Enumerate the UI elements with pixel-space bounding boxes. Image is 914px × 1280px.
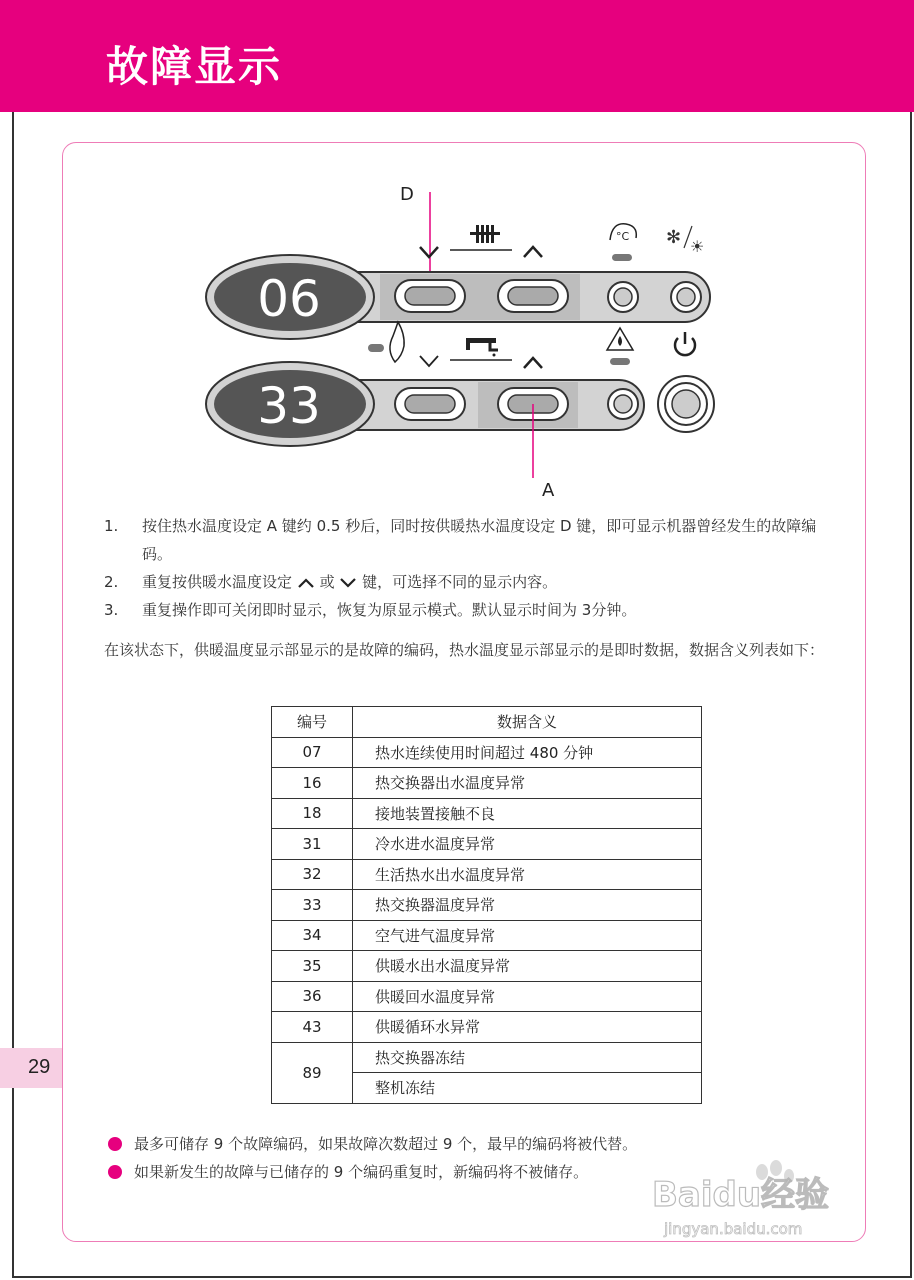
reset-icon: [610, 224, 636, 261]
step-text-after: 键，可选择不同的显示内容。: [362, 573, 558, 591]
header-code: 编号: [272, 707, 353, 738]
heating-up-button[interactable]: [498, 280, 568, 312]
chevron-up-icon: [297, 577, 315, 589]
power-button[interactable]: [658, 376, 714, 432]
meaning-cell: 整机冻结: [353, 1073, 702, 1104]
hot-water-down-button[interactable]: [395, 388, 465, 420]
table-row: [272, 859, 702, 890]
meaning-cell: 空气进气温度异常: [353, 920, 702, 951]
meaning-cell: 供暖回水温度异常: [353, 981, 702, 1012]
table-row: [272, 798, 702, 829]
top-display-value: 06: [257, 270, 321, 328]
step-number: 2.: [104, 573, 119, 591]
reset-button[interactable]: [608, 282, 638, 312]
flame-icon: [368, 322, 404, 362]
step-text: 重复操作即可关闭即时显示，恢复为原显示模式。默认显示时间为 3分钟。: [142, 601, 637, 619]
table-row: [272, 890, 702, 921]
meaning-cell: 供暖循环水异常: [353, 1012, 702, 1043]
table-row: [272, 951, 702, 982]
svg-text:✻: ✻: [666, 227, 682, 248]
meaning-cell: 热交换器冻结: [353, 1042, 702, 1073]
table-row: [272, 737, 702, 768]
code-cell: 16: [272, 768, 353, 799]
step-text-or: 或: [319, 573, 335, 591]
code-cell: 07: [272, 737, 353, 768]
table-row: [272, 981, 702, 1012]
top-panel-row: [206, 255, 710, 339]
table-row: [272, 768, 702, 799]
step-text-before: 重复按供暖水温度设定: [142, 573, 293, 591]
meaning-cell: 供暖水出水温度异常: [353, 951, 702, 982]
code-cell: 34: [272, 920, 353, 951]
winter-summer-icon: [666, 226, 704, 256]
bottom-panel-row: [206, 362, 714, 446]
instruction-step: [104, 568, 844, 596]
meaning-cell: 热水连续使用时间超过 480 分钟: [353, 737, 702, 768]
note-text: 如果新发生的故障与已储存的 9 个编码重复时，新编码将不被储存。: [134, 1163, 589, 1181]
radiator-icon: [470, 225, 500, 243]
bullet-icon: [108, 1137, 122, 1151]
heating-down-button[interactable]: [395, 280, 465, 312]
step-text: 按住热水温度设定 A 键约 0.5 秒后，同时按供暖热水温度设定 D 键，即可显示机器曾经发生的故障编码。: [142, 517, 817, 563]
flame-reset-button[interactable]: [608, 389, 638, 419]
note-text: 最多可储存 9 个故障编码，如果故障次数超过 9 个，最早的编码将被代替。: [134, 1135, 638, 1153]
instructions-list: [104, 512, 844, 624]
control-panel-illustration: [0, 0, 914, 500]
step-number: 1.: [104, 517, 119, 535]
table-header-row: [272, 707, 702, 738]
meaning-cell: 接地装置接触不良: [353, 798, 702, 829]
meaning-cell: 热交换器温度异常: [353, 890, 702, 921]
svg-text:☀: ☀: [690, 237, 705, 256]
code-cell: 36: [272, 981, 353, 1012]
code-cell: 89: [272, 1042, 353, 1103]
chevron-down-icon: [339, 577, 357, 589]
meaning-cell: 冷水进水温度异常: [353, 829, 702, 860]
chevron-up-icon: [524, 358, 542, 368]
instruction-step: [104, 512, 844, 568]
table-row: [272, 829, 702, 860]
bullet-icon: [108, 1165, 122, 1179]
header-meaning: 数据含义: [353, 707, 702, 738]
code-cell: 31: [272, 829, 353, 860]
code-cell: 43: [272, 1012, 353, 1043]
step-number: 3.: [104, 601, 119, 619]
description-paragraph: 在该状态下，供暖温度显示部显示的是故障的编码，热水温度显示部显示的是即时数据，数据含义列表如下：: [104, 641, 825, 659]
watermark-url: jingyan.baidu.com: [664, 1220, 803, 1238]
code-cell: 32: [272, 859, 353, 890]
table-row: [272, 1042, 702, 1073]
meaning-cell: 热交换器出水温度异常: [353, 768, 702, 799]
bottom-display-value: 33: [257, 377, 321, 435]
chevron-down-icon: [420, 356, 438, 366]
warning-icon: [607, 328, 633, 365]
table-row: [272, 1012, 702, 1043]
chevron-down-icon: [420, 247, 438, 257]
chevron-up-icon: [524, 247, 542, 257]
page-title: 故障显示: [106, 42, 283, 91]
instruction-step: [104, 596, 844, 624]
page-number: 29: [28, 1056, 51, 1078]
label-a: A: [542, 480, 555, 500]
baidu-watermark: [650, 1150, 870, 1250]
code-cell: 35: [272, 951, 353, 982]
fault-code-table: [271, 706, 702, 1104]
watermark-brand: Baidu经验: [652, 1175, 830, 1215]
mode-button[interactable]: [671, 282, 701, 312]
tap-icon: [466, 338, 498, 357]
power-icon: [675, 332, 695, 355]
table-row: [272, 920, 702, 951]
code-cell: 18: [272, 798, 353, 829]
label-d: D: [400, 184, 414, 205]
svg-text:°C: °C: [616, 230, 630, 243]
meaning-cell: 生活热水出水温度异常: [353, 859, 702, 890]
code-cell: 33: [272, 890, 353, 921]
